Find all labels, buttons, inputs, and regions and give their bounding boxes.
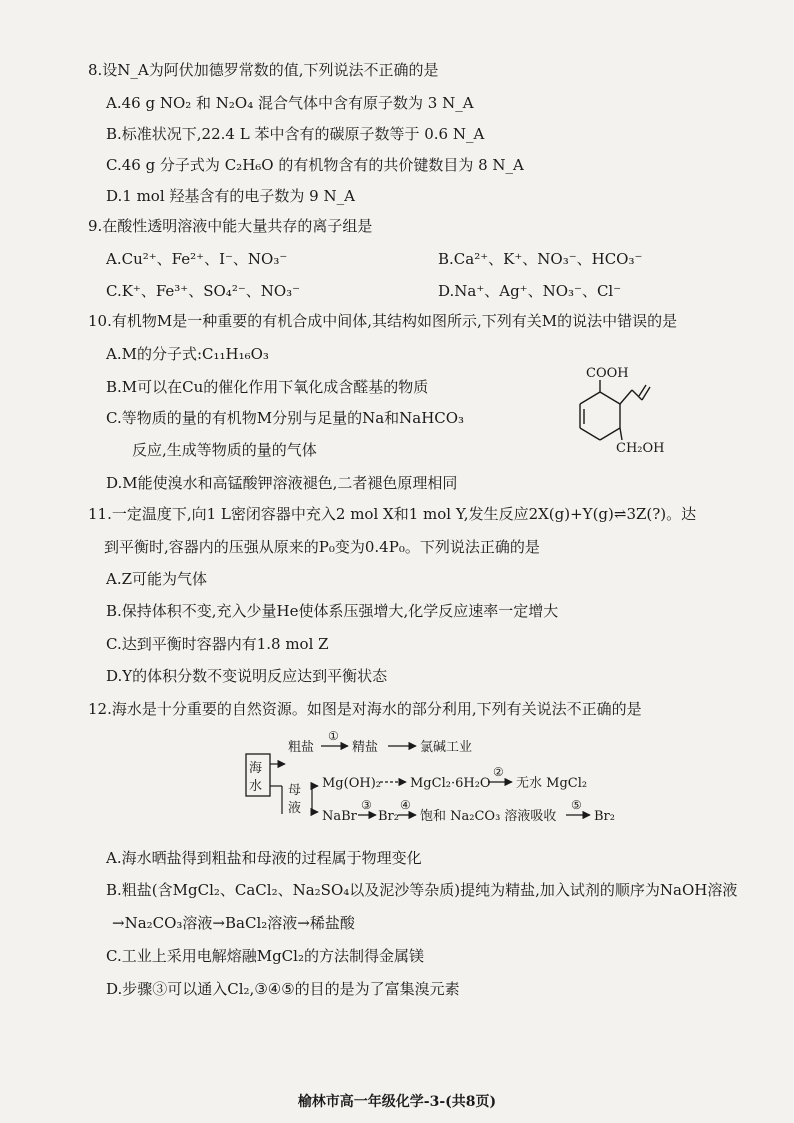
q10-option-d: D.M能使溴水和高锰酸钾溶液褪色,二者褪色原理相同	[106, 474, 458, 492]
q12-option-d: D.步骤③可以通入Cl₂,③④⑤的目的是为了富集溴元素	[106, 980, 460, 998]
svg-text:母: 母	[288, 783, 302, 798]
q9-option-c: C.K⁺、Fe³⁺、SO₄²⁻、NO₃⁻	[106, 282, 301, 300]
q11-option-a: A.Z可能为气体	[106, 570, 208, 588]
flow-mgoh2: Mg(OH)₂	[322, 776, 381, 791]
svg-text:海: 海	[249, 761, 263, 776]
flow-step-5: ⑤	[571, 798, 582, 812]
flow-mgcl2-hydrate: MgCl₂·6H₂O	[410, 776, 491, 791]
seawater-flow-diagram	[230, 724, 630, 836]
q9-option-d: D.Na⁺、Ag⁺、NO₃⁻、Cl⁻	[438, 282, 622, 300]
flow-nabr: NaBr	[322, 809, 357, 824]
q10-option-c: C.等物质的量的有机物M分别与足量的Na和NaHCO₃	[106, 409, 465, 427]
q11-stem-cont: 到平衡时,容器内的压强从原来的P₀变为0.4P₀。下列说法正确的是	[104, 538, 540, 556]
q12-option-a: A.海水晒盐得到粗盐和母液的过程属于物理变化	[106, 849, 422, 867]
molecule-ch2oh-label: CH₂OH	[616, 441, 665, 456]
q8-option-b: B.标准状况下,22.4 L 苯中含有的碳原子数等于 0.6 N_A	[106, 125, 485, 143]
q8-stem: 8.设N_A为阿伏加德罗常数的值,下列说法不正确的是	[88, 61, 439, 79]
q8-option-d: D.1 mol 羟基含有的电子数为 9 N_A	[106, 187, 355, 205]
flow-crude-salt: 粗盐	[288, 740, 315, 755]
flow-step-1: ①	[328, 729, 339, 743]
flow-step-4: ④	[400, 798, 411, 812]
svg-text:液: 液	[288, 801, 302, 816]
q10-option-c-cont: 反应,生成等物质的量的气体	[132, 441, 317, 459]
q12-option-b-cont: →Na₂CO₃溶液→BaCl₂溶液→稀盐酸	[112, 914, 355, 932]
q9-stem: 9.在酸性透明溶液中能大量共存的离子组是	[88, 217, 373, 235]
q12-stem: 12.海水是十分重要的自然资源。如图是对海水的部分利用,下列有关说法不正确的是	[88, 700, 642, 718]
q11-stem: 11.一定温度下,向1 L密闭容器中充入2 mol X和1 mol Y,发生反应2X(g)+Y(g)⇌3Z(?)。达	[88, 505, 697, 523]
q11-option-c: C.达到平衡时容器内有1.8 mol Z	[106, 635, 329, 653]
flow-anhydrous-mgcl2: 无水 MgCl₂	[516, 776, 588, 791]
molecule-m-structure	[560, 360, 700, 470]
flow-br2-b: Br₂	[594, 809, 615, 824]
q10-option-a: A.M的分子式:C₁₁H₁₆O₃	[106, 345, 269, 363]
q10-stem: 10.有机物M是一种重要的有机合成中间体,其结构如图所示,下列有关M的说法中错误的是	[88, 312, 678, 330]
flow-br2-a: Br₂	[378, 809, 399, 824]
q12-option-b: B.粗盐(含MgCl₂、CaCl₂、Na₂SO₄以及泥沙等杂质)提纯为精盐,加入试剂的顺序为NaOH溶液	[106, 881, 738, 899]
q8-option-c: C.46 g 分子式为 C₂H₆O 的有机物含有的共价键数目为 8 N_A	[106, 156, 524, 174]
q8-option-a: A.46 g NO₂ 和 N₂O₄ 混合气体中含有原子数为 3 N_A	[106, 94, 474, 112]
page-footer: 榆林市高一年级化学-3-(共8页)	[297, 1094, 497, 1110]
flow-step-3: ③	[361, 798, 372, 812]
q12-option-c: C.工业上采用电解熔融MgCl₂的方法制得金属镁	[106, 947, 424, 965]
q9-option-a: A.Cu²⁺、Fe²⁺、I⁻、NO₃⁻	[106, 250, 288, 268]
flow-chlor-alkali: 氯碱工业	[420, 740, 473, 755]
q10-option-b: B.M可以在Cu的催化作用下氧化成含醛基的物质	[106, 378, 429, 396]
svg-text:水: 水	[249, 779, 263, 794]
q11-option-d: D.Y的体积分数不变说明反应达到平衡状态	[106, 667, 388, 685]
flow-absorb: 饱和 Na₂CO₃ 溶液吸收	[420, 809, 557, 824]
q9-option-b: B.Ca²⁺、K⁺、NO₃⁻、HCO₃⁻	[438, 250, 643, 268]
flow-step-2: ②	[493, 765, 504, 779]
molecule-cooh-label: COOH	[586, 366, 629, 381]
flow-refined-salt: 精盐	[352, 740, 379, 755]
q11-option-b: B.保持体积不变,充入少量He使体系压强增大,化学反应速率一定增大	[106, 602, 559, 620]
